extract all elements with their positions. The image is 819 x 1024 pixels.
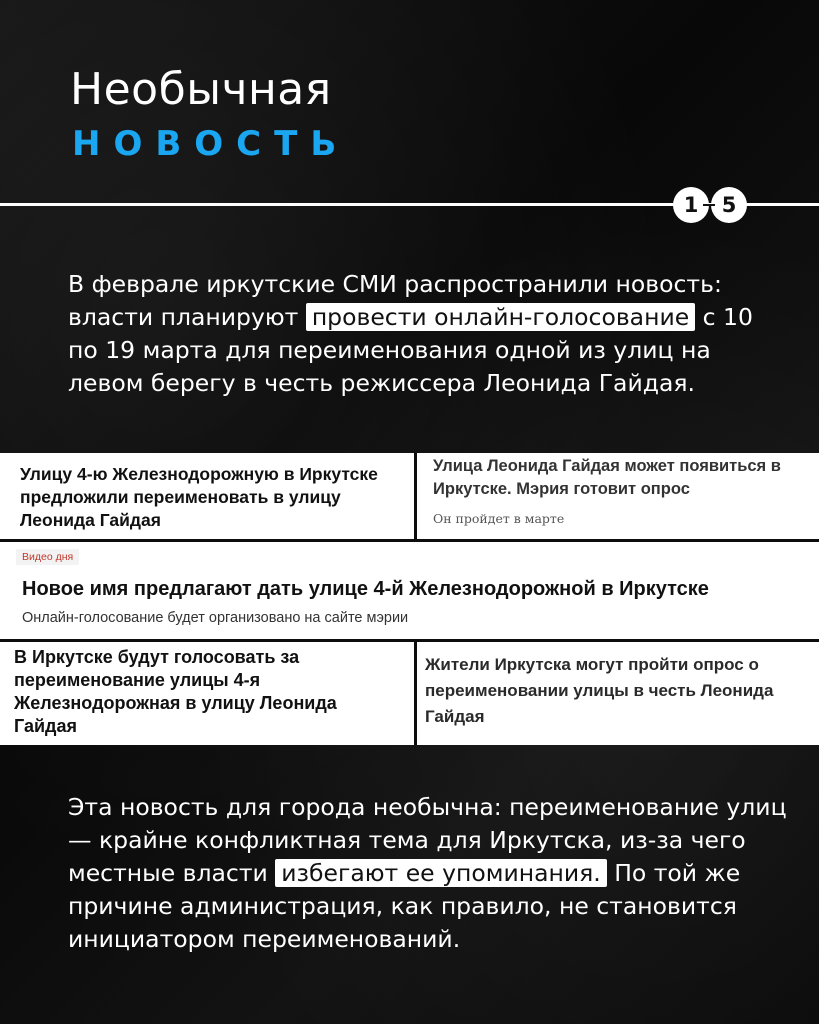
intro-highlight: провести онлайн-голосование bbox=[306, 303, 695, 331]
clipping-c-subtitle: Онлайн-голосование будет организовано на сайте мэрии bbox=[22, 610, 409, 626]
clipping-d-headline: В Иркутске будут голосовать за переименование улицы 4-я Железнодорожная в улицу Леонида Гайдая bbox=[14, 647, 337, 736]
clipping-e bbox=[417, 642, 819, 745]
title-line-2: НОВОСТЬ bbox=[72, 124, 350, 164]
clipping-b-headline: Улица Леонида Гайдая может появиться в Иркутске. Мэрия готовит опрос bbox=[433, 457, 781, 498]
clipping-c-badge: Видео дня bbox=[16, 549, 79, 565]
outro-text-before: Эта новость для города необычна: переименование улиц — крайне конфликтная тема для Иркутска, из-за чего местные власти bbox=[68, 793, 787, 887]
news-clippings bbox=[0, 453, 819, 745]
intro-text-after: с 10 по 19 марта для переименования одной из улиц на левом берегу в честь режиссера Леонида Гайдая. bbox=[68, 303, 753, 397]
clipping-e-line-3: Гайдая bbox=[425, 707, 485, 726]
clipping-c bbox=[0, 541, 819, 639]
clip-divider bbox=[414, 453, 417, 539]
clipping-e-line-1: Жители Иркутска могут пройти опрос о bbox=[425, 655, 759, 674]
clip-divider bbox=[414, 642, 417, 745]
page-current: 1 bbox=[673, 187, 709, 223]
outro-text-after: По той же причине администрация, как правило, не становится инициатором переименований. bbox=[68, 859, 741, 953]
clipping-c-headline: Новое имя предлагают дать улице 4-й Железнодорожной в Иркутске bbox=[22, 578, 709, 600]
page-total: 5 bbox=[711, 187, 747, 223]
outro-highlight: избегают ее упоминания. bbox=[275, 859, 606, 887]
page-indicator bbox=[671, 186, 751, 224]
outro-paragraph bbox=[68, 791, 788, 956]
clipping-a bbox=[0, 453, 414, 539]
title-line-1: Необычная bbox=[70, 64, 332, 115]
intro-paragraph bbox=[68, 268, 788, 400]
intro-text-before: В феврале иркутские СМИ распространили новость: власти планируют bbox=[68, 270, 722, 331]
clip-divider bbox=[0, 639, 819, 642]
clipping-b-subtitle: Он пройдет в марте bbox=[433, 511, 565, 526]
clip-divider bbox=[0, 539, 819, 542]
clipping-b bbox=[417, 453, 819, 539]
clipping-e-line-2: переименовании улицы в честь Леонида bbox=[425, 681, 774, 700]
clipping-d bbox=[0, 642, 414, 745]
page-dash bbox=[703, 204, 715, 206]
clipping-a-headline: Улицу 4-ю Железнодорожную в Иркутске предложили переименовать в улицу Леонида Гайдая bbox=[20, 464, 378, 530]
